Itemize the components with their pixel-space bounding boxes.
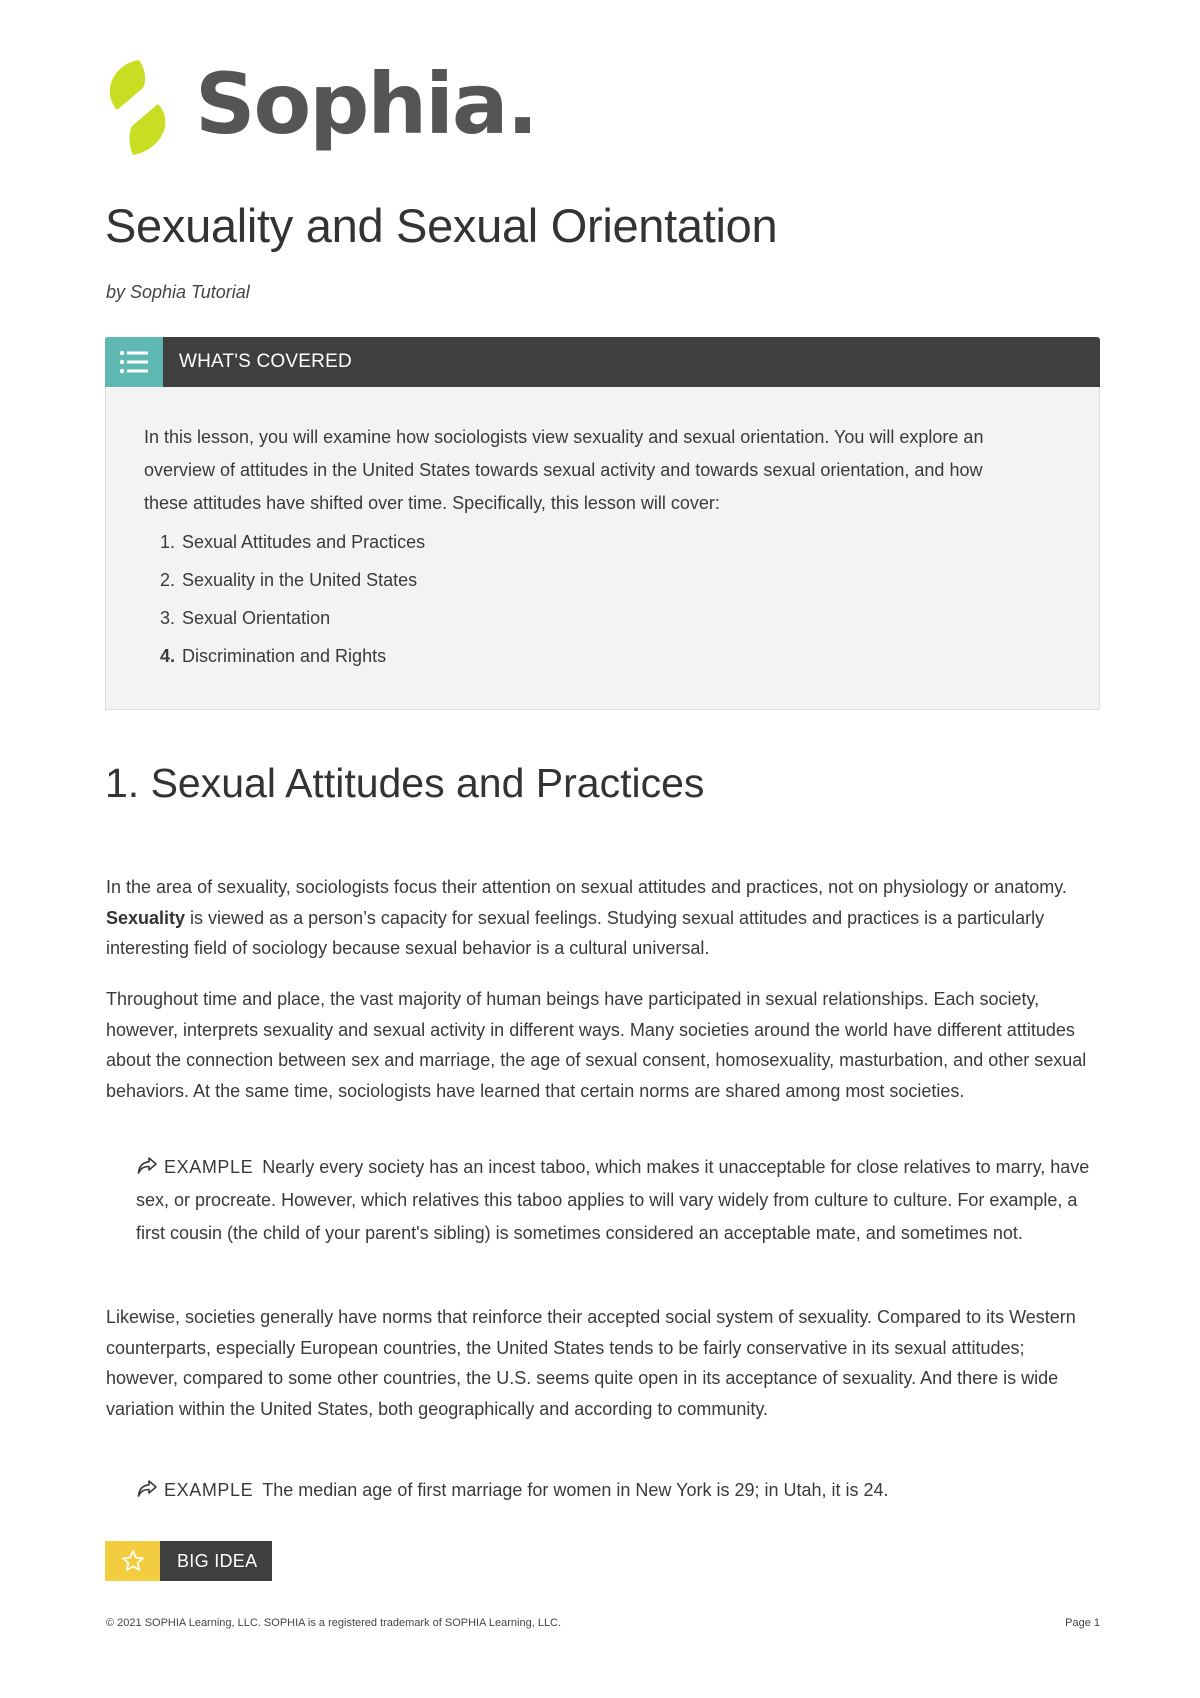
big-idea-header (105, 1541, 272, 1581)
footer-copyright: © 2021 SOPHIA Learning, LLC. SOPHIA is a registered trademark of SOPHIA Learning, LLC. (106, 1617, 562, 1629)
logo-wordmark: Sophia. (195, 54, 537, 153)
list-item: 1. Sexual Attitudes and Practices (159, 532, 426, 552)
share-arrow-icon (136, 1156, 158, 1176)
example-label: EXAMPLE (164, 1480, 254, 1500)
whats-covered-header (105, 337, 1100, 387)
list-item: 4. Discrimination and Rights (159, 646, 387, 666)
whats-covered-box (105, 387, 1100, 710)
footer-page-number: Page 1 (1065, 1617, 1100, 1629)
example-label: EXAMPLE (164, 1157, 254, 1177)
list-item: 2. Sexuality in the United States (159, 570, 418, 590)
paragraph-1: In the area of sexuality, sociologists focus their attention on sexual attitudes and practices, not on physiology or anatomy. Sexuality is viewed as a person’s capacity for sexual feelings. Studying sexual attitudes and practices is a particularly interesting field of sociology because sexual behavior is a cultural universal. (106, 877, 1067, 958)
share-arrow-icon (136, 1479, 158, 1499)
list-item: 3. Sexual Orientation (159, 608, 331, 628)
page-title: Sexuality and Sexual Orientation (105, 199, 778, 252)
big-idea-label: BIG IDEA (160, 1541, 272, 1581)
star-icon (105, 1541, 160, 1581)
byline: by Sophia Tutorial (106, 282, 250, 302)
example-block-1: EXAMPLE Nearly every society has an incest taboo, which makes it unacceptable for close relatives to marry, have sex, or procreate. However, which relatives this taboo applies to will vary widely from culture to culture. For example, a first cousin (the child of your parent's sibling) is sometimes considered an acceptable mate, and sometimes not. (136, 1157, 1090, 1243)
paragraph-3: Likewise, societies generally have norms that reinforce their accepted social system of sexuality. Compared to its Western counterparts, especially European countries, the United States tends to be fairly conservative in its sexual attitudes; however, compared to some other countries, the U.S. seems quite open in its acceptance of sexuality. And there is wide variation within the United States, both geographically and according to community. (106, 1307, 1076, 1419)
list-icon (105, 337, 163, 387)
covered-list (144, 523, 425, 675)
sophia-logo (103, 55, 537, 160)
whats-covered-label: WHAT'S COVERED (179, 351, 352, 372)
example-block-2: EXAMPLE The median age of first marriage for women in New York is 29; in Utah, it is 24. (136, 1474, 1101, 1507)
sophia-leaf-logo-icon (103, 58, 173, 158)
paragraph-2: Throughout time and place, the vast majority of human beings have participated in sexual relationships. Each society, however, interprets sexuality and sexual activity in different ways. Many societies around the world have different attitudes about the connection between sex and marriage, the age of sexual consent, homosexuality, masturbation, and other sexual behaviors. At the same time, sociologists have learned that certain norms are shared among most societies. (106, 989, 1087, 1101)
term-sexuality: Sexuality (106, 907, 186, 928)
covered-intro: In this lesson, you will examine how sociologists view sexuality and sexual orientation. You will explore an overview of attitudes in the United States towards sexual activity and towards sexual orientation, and how these attitudes have shifted over time. Specifically, this lesson will cover: (144, 427, 984, 513)
section-heading: 1. Sexual Attitudes and Practices (105, 760, 705, 806)
